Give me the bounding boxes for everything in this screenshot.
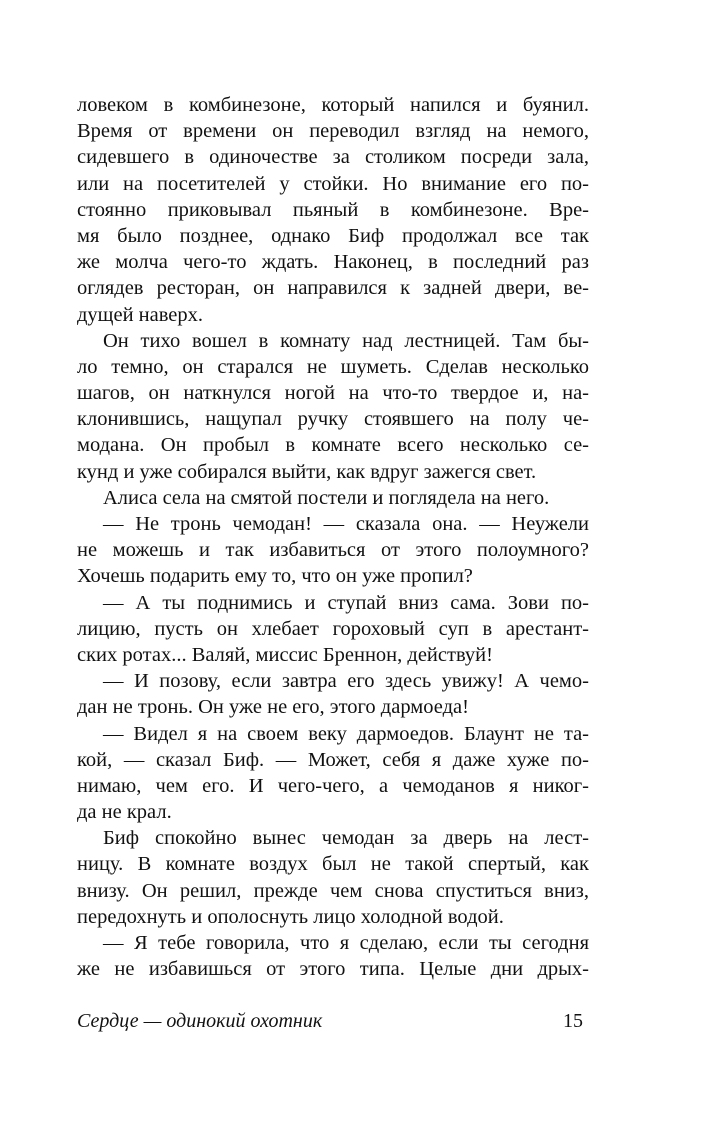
page-footer — [77, 1010, 589, 1036]
text-line: — Я тебе говорила, что я сделаю, если ты сегодня — [103, 932, 589, 954]
text-line: — И позову, если завтра его здесь увижу! А чемо- — [103, 670, 589, 693]
running-title: Сердце — одинокий охотник — [77, 1010, 323, 1032]
text-line: кой, — сказал Биф. — Может, себя я даже хуже по- — [77, 748, 589, 771]
text-line: ницу. В комнате воздух был не такой спертый, как — [77, 853, 589, 876]
text-line: — А ты поднимись и ступай вниз сама. Зови по- — [103, 591, 589, 614]
text-line: стоянно приковывал пьяный в комбинезоне. Вре- — [77, 198, 589, 221]
text-line: клонившись, нащупал ручку стоявшего на полу че- — [77, 408, 589, 431]
text-line: Алиса села на смятой постели и поглядела на него. — [103, 486, 550, 509]
body-text — [77, 92, 589, 982]
text-line: передохнуть и ополоснуть лицо холодной водой. — [77, 905, 504, 928]
text-line: сидевшего в одиночестве за столиком посреди зала, — [77, 146, 589, 169]
text-line: — Видел я на своем веку дармоедов. Блаунт не та- — [103, 722, 589, 745]
text-line: нимаю, чем его. И чего-чего, а чемоданов я никог- — [77, 774, 589, 797]
text-line: или на посетителей у стойки. Но внимание его по- — [77, 172, 589, 195]
text-line: кунд и уже собирался выйти, как вдруг зажегся свет. — [77, 460, 537, 483]
text-line: ловеком в комбинезоне, который напился и буянил. — [77, 94, 589, 116]
text-line: модана. Он пробыл в комнате всего несколько се- — [77, 434, 589, 457]
text-line: дан не тронь. Он уже не его, этого дармоеда! — [77, 696, 469, 719]
text-line: мя было позднее, однако Биф продолжал все так — [77, 224, 589, 247]
text-line: Хочешь подарить ему то, что он уже пропил? — [77, 565, 473, 588]
text-line: не можешь и так избавиться от этого полоумного? — [77, 539, 589, 562]
text-line: же не избавишься от этого типа. Целые дни дрых- — [77, 958, 589, 981]
text-line: Биф спокойно вынес чемодан за дверь на лест- — [103, 827, 589, 850]
text-line: же молча чего-то ждать. Наконец, в последний раз — [77, 251, 589, 274]
text-line: лицию, пусть он хлебает гороховый суп в арестант- — [77, 617, 589, 640]
page-number: 15 — [563, 1010, 583, 1032]
text-line: оглядев ресторан, он направился к задней двери, ве- — [77, 277, 589, 300]
text-line: дущей наверх. — [77, 303, 204, 326]
text-line: Время от времени он переводил взгляд на немого, — [77, 120, 589, 143]
text-line: внизу. Он решил, прежде чем снова спуститься вниз, — [77, 879, 589, 902]
text-line: да не крал. — [77, 801, 172, 824]
text-line: шагов, он наткнулся ногой на что-то твердое и, на- — [77, 382, 589, 405]
text-line: Он тихо вошел в комнату над лестницей. Там бы- — [103, 329, 589, 352]
text-line: ло темно, он старался не шуметь. Сделав несколько — [77, 355, 589, 378]
text-line: ских ротах... Валяй, миссис Бреннон, действуй! — [77, 643, 493, 666]
text-line: — Не тронь чемодан! — сказала она. — Неужели — [103, 513, 589, 535]
